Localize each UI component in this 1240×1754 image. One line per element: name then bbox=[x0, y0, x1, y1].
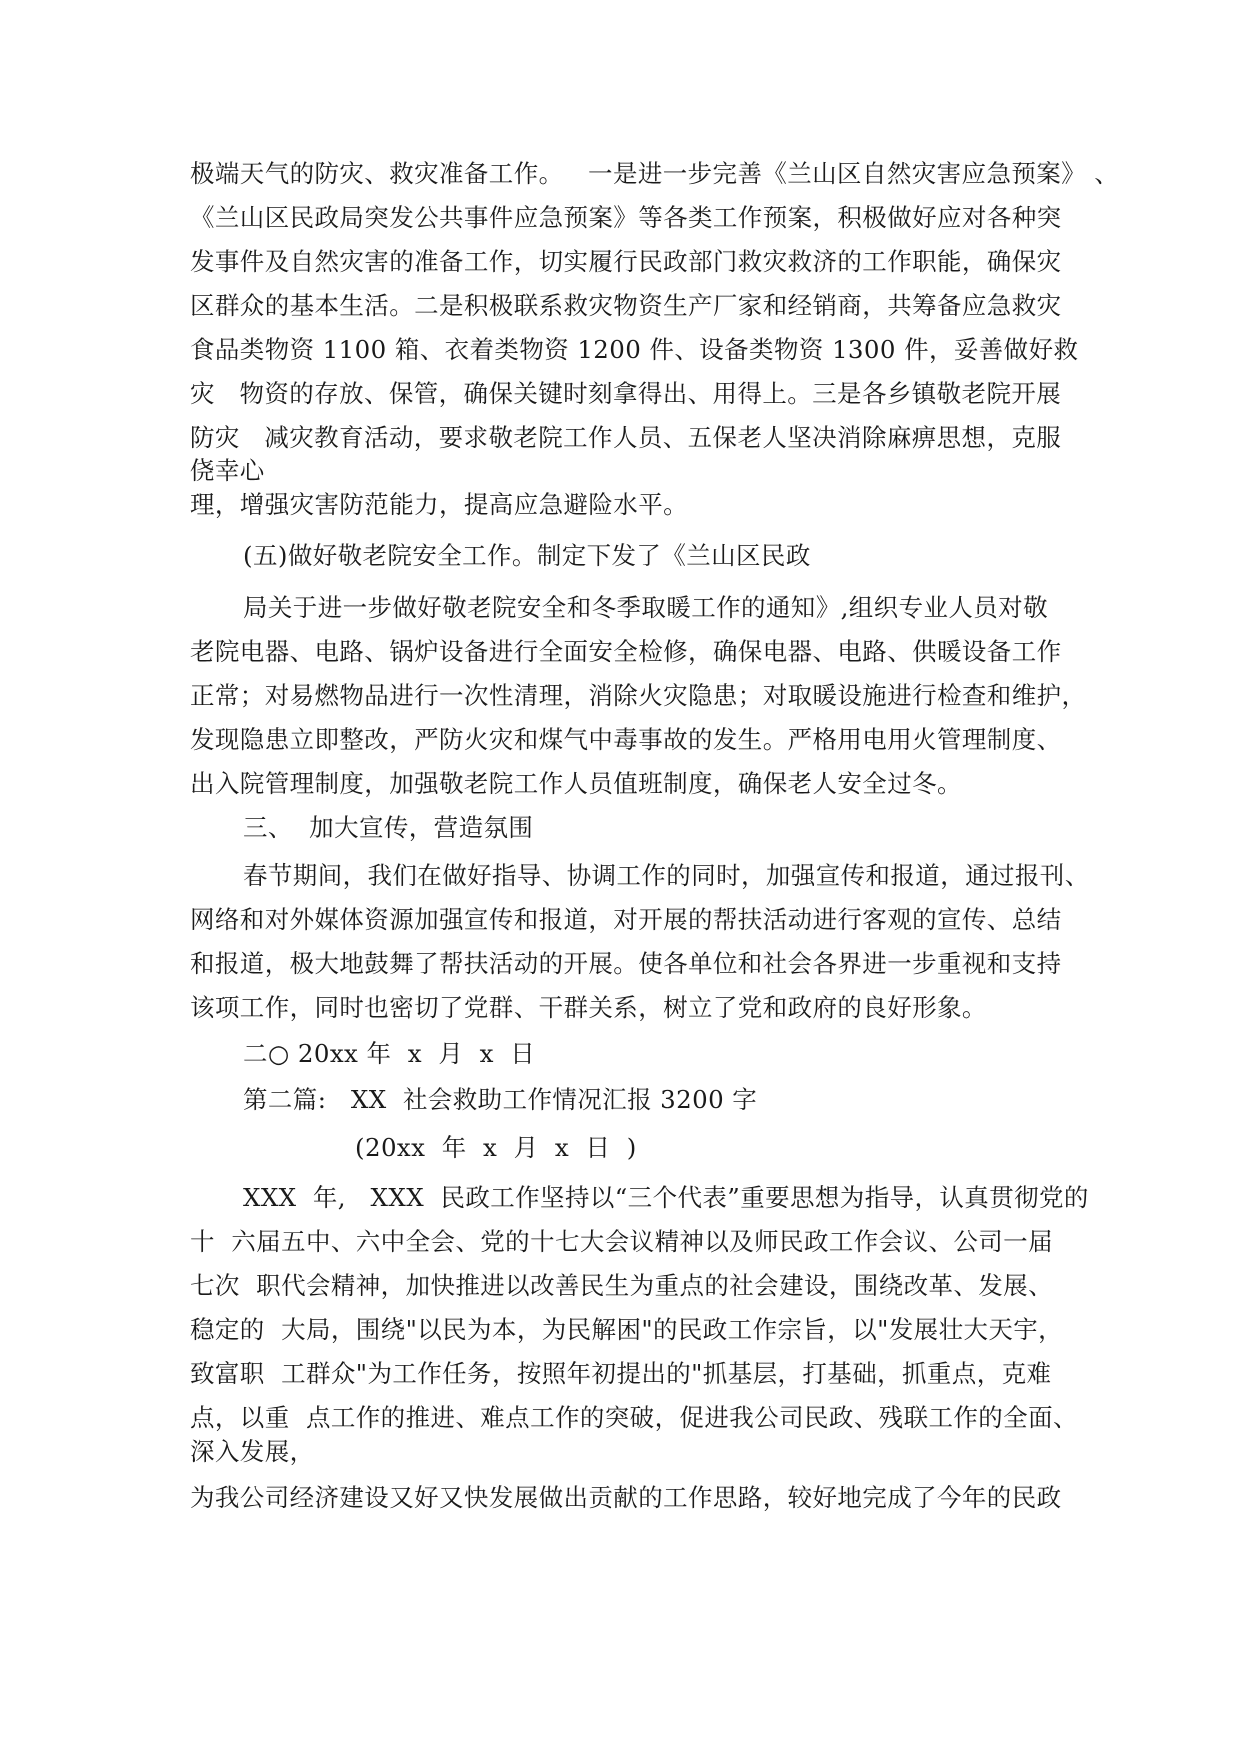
paragraph-line: 《兰山区民政局突发公共事件应急预案》等各类工作预案，积极做好应对各种突 bbox=[190, 203, 1062, 232]
paragraph-line: 防灾 减灾教育活动，要求敬老院工作人员、五保老人坚决消除麻痹思想，克服 bbox=[190, 423, 1062, 452]
paragraph-line: 稳定的 大局，围绕"以民为本，为民解困"的民政工作宗旨，以"发展壮大天宇， bbox=[190, 1315, 1064, 1344]
paragraph-line: 致富职 工群众"为工作任务，按照年初提出的"抓基层，打基础，抓重点，克难 bbox=[190, 1359, 1052, 1388]
paragraph-line: 老院电器、电路、锅炉设备进行全面安全检修，确保电器、电路、供暖设备工作 bbox=[190, 637, 1062, 666]
paragraph-line: 局关于进一步做好敬老院安全和冬季取暖工作的通知》,组织专业人员对敬 bbox=[243, 593, 1048, 622]
paragraph-line: 灾 物资的存放、保管，确保关键时刻拿得出、用得上。三是各乡镇敬老院开展 bbox=[190, 379, 1062, 408]
article-title: 第二篇: XX 社会救助工作情况汇报 3200 字 bbox=[243, 1085, 758, 1114]
section-heading-three: 三、 加大宣传，营造氛围 bbox=[243, 813, 534, 842]
paragraph-line: 该项工作，同时也密切了党群、干群关系，树立了党和政府的良好形象。 bbox=[190, 993, 987, 1022]
paragraph-line: 正常；对易燃物品进行一次性清理，消除火灾隐患；对取暖设施进行检查和维护， bbox=[190, 681, 1087, 710]
paragraph-line: XXX 年, XXX 民政工作坚持以“三个代表”重要思想为指导，认真贯彻党的 bbox=[243, 1183, 1089, 1212]
paragraph-line: 点，以重 点工作的推进、难点工作的突破，促进我公司民政、残联工作的全面、 bbox=[190, 1403, 1078, 1432]
paragraph-line: 七次 职代会精神，加快推进以改善民生为重点的社会建设，围绕改革、发展、 bbox=[190, 1271, 1053, 1300]
paragraph-line: 春节期间，我们在做好指导、协调工作的同时，加强宣传和报道，通过报刊、 bbox=[243, 861, 1090, 890]
paragraph-line: 出入院管理制度，加强敬老院工作人员值班制度，确保老人安全过冬。 bbox=[190, 769, 962, 798]
paragraph-line: 食品类物资 1100 箱、衣着类物资 1200 件、设备类物资 1300 件，妥善做好救 bbox=[190, 335, 1079, 364]
paragraph-line: 十 六届五中、六中全会、党的十七大会议精神以及师民政工作会议、公司一届 bbox=[190, 1227, 1053, 1256]
date-line: 二○ 20xx 年 x 月 x 日 bbox=[243, 1039, 536, 1068]
section-heading-five: (五)做好敬老院安全工作。制定下发了《兰山区民政 bbox=[243, 541, 811, 570]
paragraph-line: 为我公司经济建设又好又快发展做出贡献的工作思路，较好地完成了今年的民政 bbox=[190, 1483, 1062, 1512]
paragraph-line: 极端天气的防灾、救灾准备工作。 一是进一步完善《兰山区自然灾害应急预案》 、 bbox=[190, 159, 1120, 188]
paragraph-line: 深入发展， bbox=[190, 1437, 315, 1466]
paragraph-line: 发事件及自然灾害的准备工作，切实履行民政部门救灾救济的工作职能，确保灾 bbox=[190, 247, 1062, 276]
article-date: (20xx 年 x 月 x 日 ) bbox=[355, 1133, 637, 1162]
paragraph-line: 区群众的基本生活。二是积极联系救灾物资生产厂家和经销商，共筹备应急救灾 bbox=[190, 291, 1062, 320]
paragraph-line: 侥幸心 bbox=[190, 456, 265, 485]
paragraph-line: 和报道，极大地鼓舞了帮扶活动的开展。使各单位和社会各界进一步重视和支持 bbox=[190, 949, 1062, 978]
paragraph-line: 理，增强灾害防范能力，提高应急避险水平。 bbox=[190, 490, 688, 519]
paragraph-line: 发现隐患立即整改，严防火灾和煤气中毒事故的发生。严格用电用火管理制度、 bbox=[190, 725, 1062, 754]
paragraph-line: 网络和对外媒体资源加强宣传和报道，对开展的帮扶活动进行客观的宣传、总结 bbox=[190, 905, 1062, 934]
